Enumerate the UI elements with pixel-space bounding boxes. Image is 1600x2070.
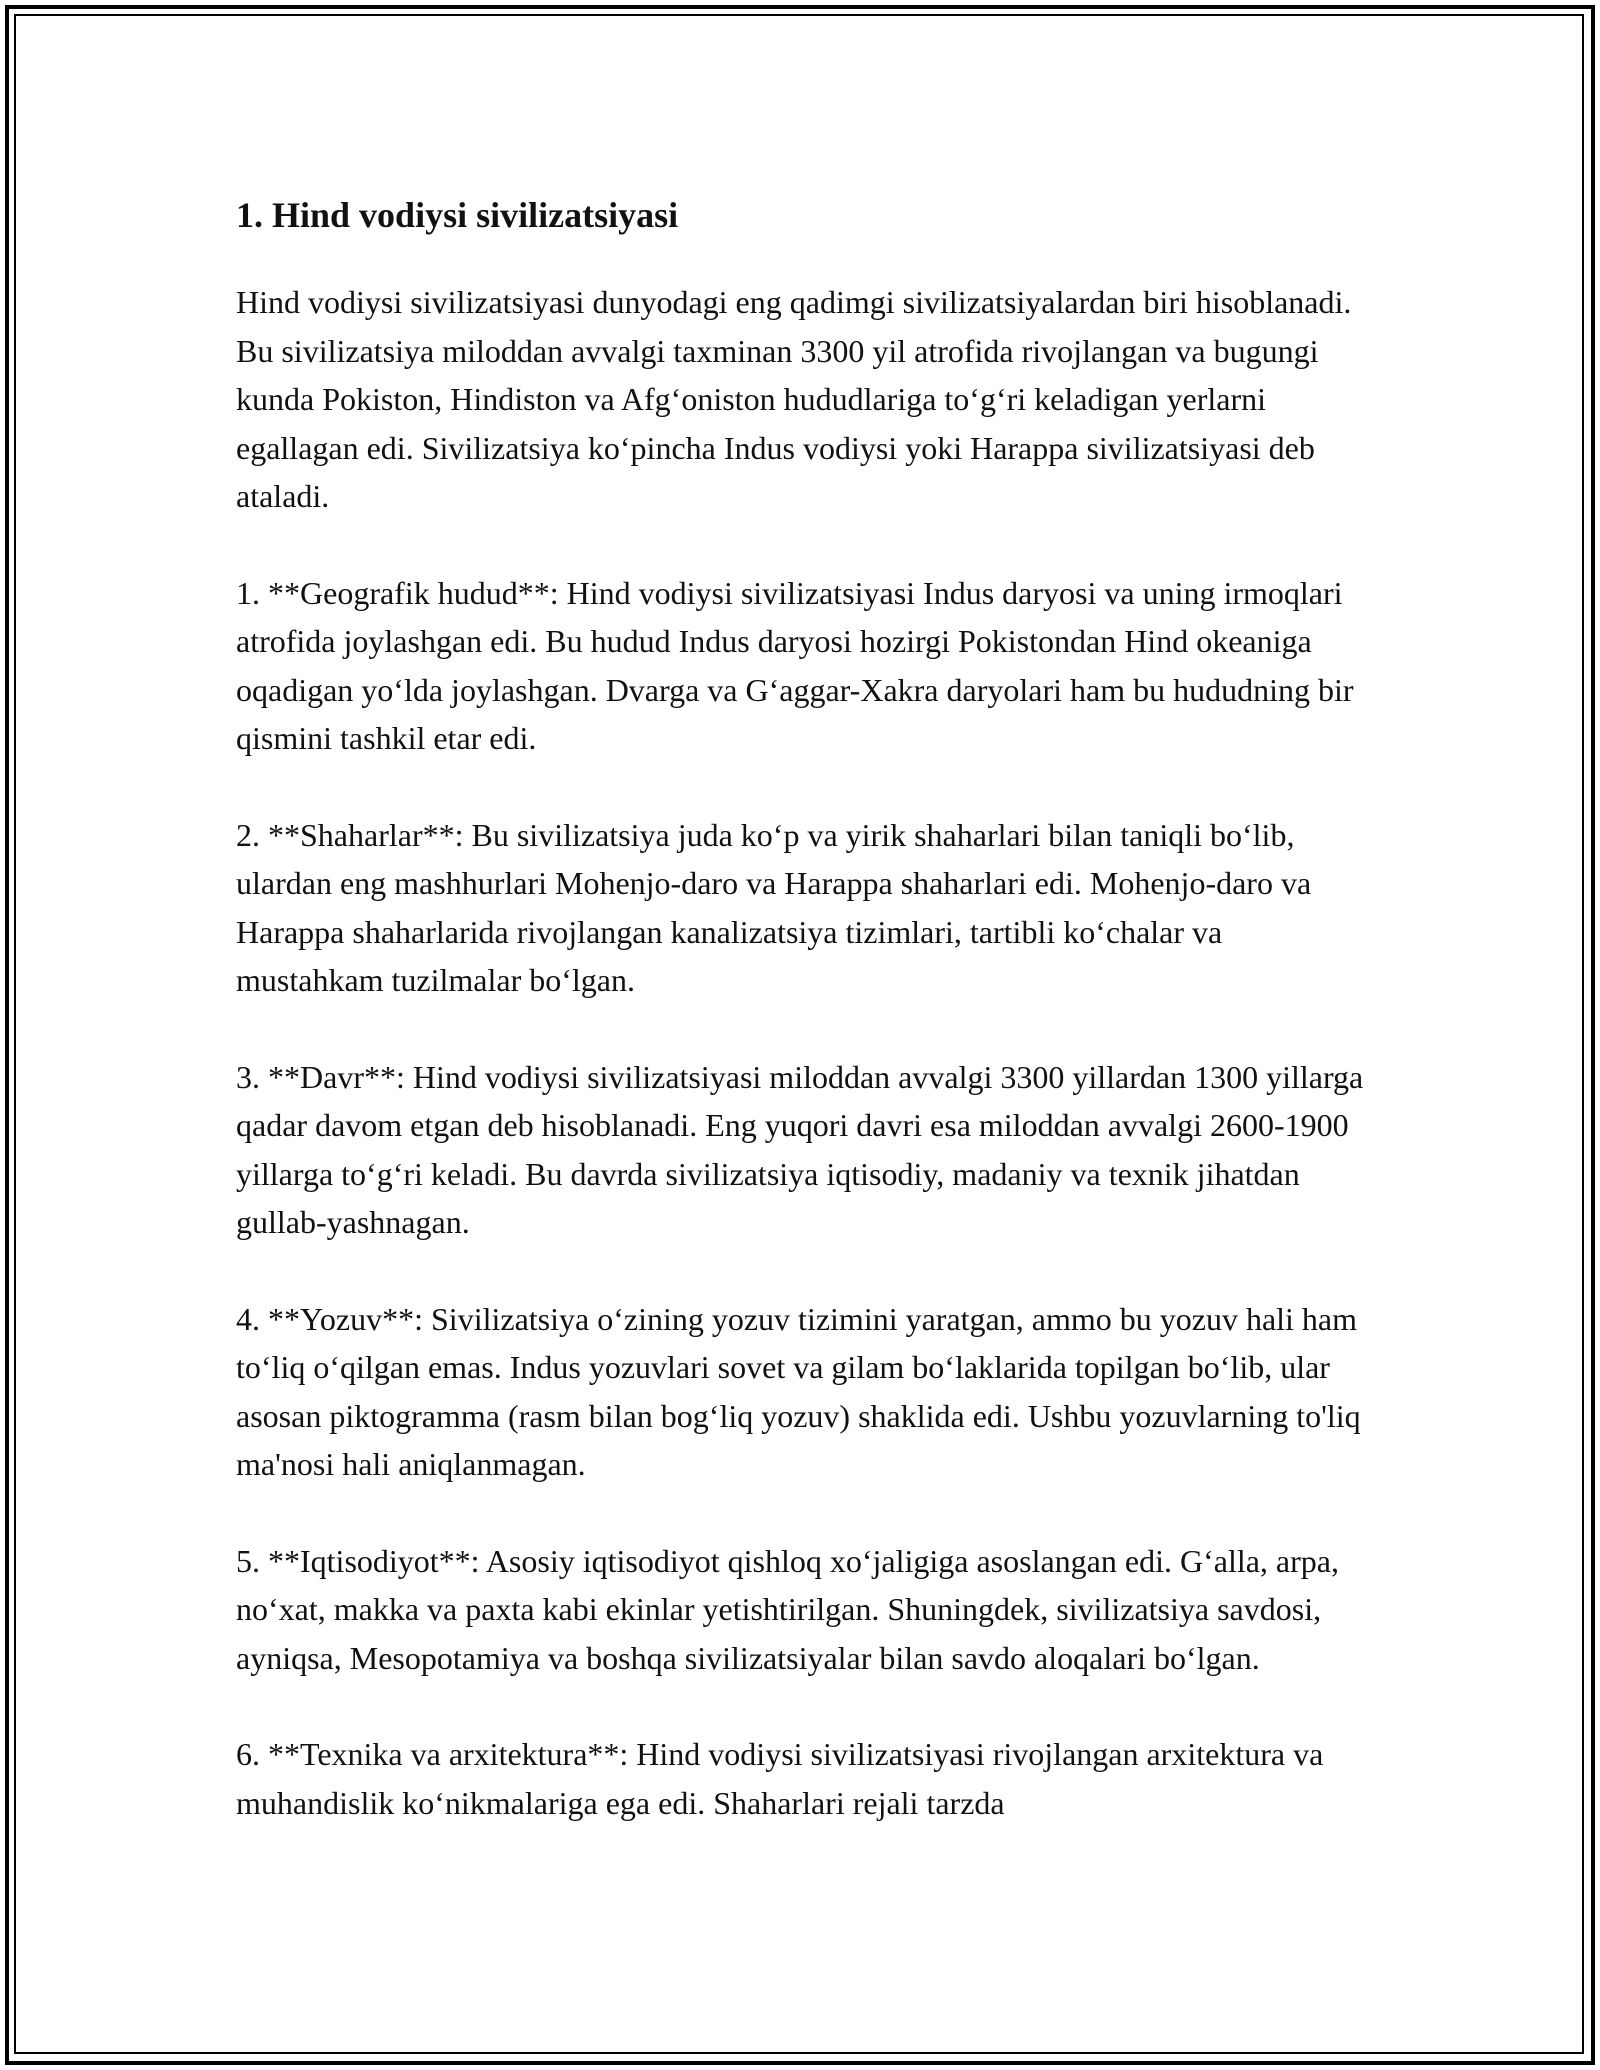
paragraph-architecture: 6. **Texnika va arxitektura**: Hind vodiysi sivilizatsiyasi rivojlangan arxitektura va muhandislik ko‘nikmalariga ega edi. Shaharlari rejali tarzda — [236, 1736, 1324, 1821]
intro-paragraph: Hind vodiysi sivilizatsiyasi dunyodagi eng qadimgi sivilizatsiyalardan biri hisoblanadi. Bu sivilizatsiya miloddan avvalgi taxminan 3300 yil atrofida rivojlangan va bugungi kunda Pokiston, Hindiston va Afg‘oniston hududlariga to‘g‘ri keladigan yerlarni egallagan edi. Sivilizatsiya ko‘pincha Indus vodiysi yoki Harappa sivilizatsiyasi deb ataladi. — [236, 284, 1352, 514]
paragraph-economy: 5. **Iqtisodiyot**: Asosiy iqtisodiyot qishloq xo‘jaligiga asoslangan edi. G‘alla, arpa, no‘xat, makka va paxta kabi ekinlar yetishtirilgan. Shuningdek, sivilizatsiya savdosi, ayniqsa, Mesopotamiya va boshqa sivilizatsiyalar bilan savdo aloqalari bo‘lgan. — [236, 1542, 1339, 1676]
document-body — [236, 188, 1376, 1875]
paragraph-cities: 2. **Shaharlar**: Bu sivilizatsiya juda ko‘p va yirik shaharlari bilan taniqli bo‘lib, ulardan eng mashhurlari Mohenjo-daro va Harappa shaharlari edi. Mohenjo-daro va Harappa shaharlarida rivojlangan kanalizatsiya tizimlari, tartibli ko‘chalar va mustahkam tuzilmalar bo‘lgan. — [236, 816, 1312, 998]
section-heading: 1. Hind vodiysi sivilizatsiyasi — [236, 195, 679, 235]
paragraph-period: 3. **Davr**: Hind vodiysi sivilizatsiyasi miloddan avvalgi 3300 yillardan 1300 yillarga qadar davom etgan deb hisoblanadi. Eng yuqori davri esa miloddan avvalgi 2600-1900 yillarga to‘g‘ri keladi. Bu davrda sivilizatsiya iqtisodiy, madaniy va texnik jihatdan gullab-yashnagan. — [236, 1058, 1364, 1240]
paragraph-geography: 1. **Geografik hudud**: Hind vodiysi sivilizatsiyasi Indus daryosi va uning irmoqlari atrofida joylashgan edi. Bu hudud Indus daryosi hozirgi Pokistondan Hind okeaniga oqadigan yo‘lda joylashgan. Dvarga va G‘aggar-Xakra daryolari ham bu hududning bir qismini tashkil etar edi. — [236, 574, 1354, 756]
paragraph-writing: 4. **Yozuv**: Sivilizatsiya o‘zining yozuv tizimini yaratgan, ammo bu yozuv hali ham to‘liq o‘qilgan emas. Indus yozuvlari sovet va gilam bo‘laklarida topilgan bo‘lib, ular asosan piktogramma (rasm bilan bog‘liq yozuv) shaklida edi. Ushbu yozuvlarning to'liq ma'nosi hali aniqlanmagan. — [236, 1300, 1361, 1482]
